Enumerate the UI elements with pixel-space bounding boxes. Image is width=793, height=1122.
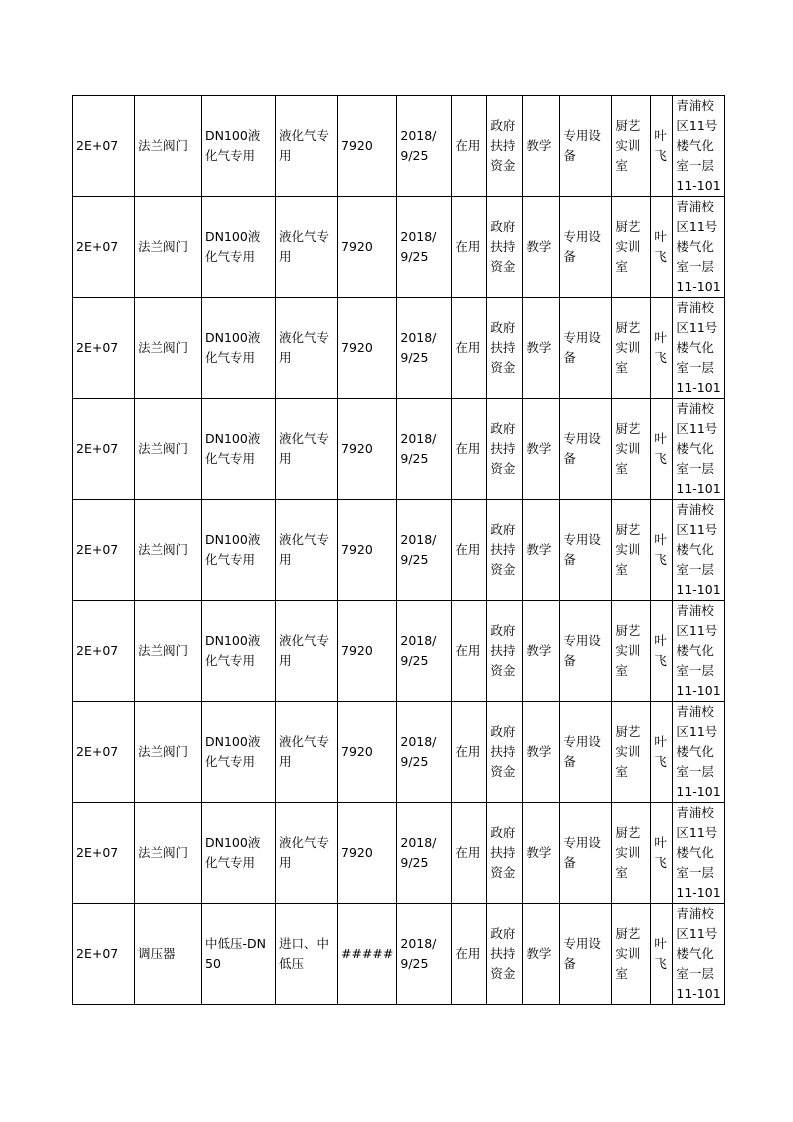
- spec-cell: 液化气专用: [276, 803, 338, 904]
- department-cell: 厨艺实训室: [612, 197, 651, 298]
- department-cell: 厨艺实训室: [612, 96, 651, 197]
- table-row: [73, 803, 725, 904]
- purchase-date-cell: 2018/9/25: [397, 399, 452, 500]
- purchase-date-cell: 2018/9/25: [397, 96, 452, 197]
- fund-source-cell: 政府扶持资金: [487, 500, 523, 601]
- price-cell: #####: [338, 904, 397, 1005]
- category-cell: 专用设备: [560, 298, 612, 399]
- category-cell: 专用设备: [560, 904, 612, 1005]
- location-cell: 青浦校区11号楼气化室一层11-101: [673, 803, 725, 904]
- asset-name-cell: 法兰阀门: [135, 803, 202, 904]
- table-row: [73, 197, 725, 298]
- department-cell: 厨艺实训室: [612, 803, 651, 904]
- status-cell: 在用: [452, 904, 487, 1005]
- table-row: [73, 96, 725, 197]
- spec-cell: 液化气专用: [276, 96, 338, 197]
- department-cell: 厨艺实训室: [612, 500, 651, 601]
- department-cell: 厨艺实训室: [612, 601, 651, 702]
- purchase-date-cell: 2018/9/25: [397, 298, 452, 399]
- asset-id-cell: 2E+07: [73, 803, 135, 904]
- category-cell: 专用设备: [560, 803, 612, 904]
- asset-name-cell: 调压器: [135, 904, 202, 1005]
- table-row: [73, 399, 725, 500]
- spec-cell: 液化气专用: [276, 500, 338, 601]
- status-cell: 在用: [452, 399, 487, 500]
- keeper-cell: 叶飞: [651, 96, 673, 197]
- usage-cell: 教学: [523, 803, 560, 904]
- fund-source-cell: 政府扶持资金: [487, 601, 523, 702]
- asset-name-cell: 法兰阀门: [135, 702, 202, 803]
- keeper-cell: 叶飞: [651, 904, 673, 1005]
- asset-id-cell: 2E+07: [73, 399, 135, 500]
- asset-id-cell: 2E+07: [73, 298, 135, 399]
- status-cell: 在用: [452, 298, 487, 399]
- model-cell: DN100液化气专用: [202, 500, 276, 601]
- asset-name-cell: 法兰阀门: [135, 197, 202, 298]
- purchase-date-cell: 2018/9/25: [397, 197, 452, 298]
- usage-cell: 教学: [523, 96, 560, 197]
- usage-cell: 教学: [523, 197, 560, 298]
- fund-source-cell: 政府扶持资金: [487, 904, 523, 1005]
- purchase-date-cell: 2018/9/25: [397, 702, 452, 803]
- spec-cell: 液化气专用: [276, 702, 338, 803]
- usage-cell: 教学: [523, 702, 560, 803]
- asset-name-cell: 法兰阀门: [135, 399, 202, 500]
- model-cell: DN100液化气专用: [202, 197, 276, 298]
- table-row: [73, 904, 725, 1005]
- spec-cell: 进口、中低压: [276, 904, 338, 1005]
- keeper-cell: 叶飞: [651, 803, 673, 904]
- asset-table-body: [73, 96, 725, 1005]
- price-cell: 7920: [338, 298, 397, 399]
- price-cell: 7920: [338, 702, 397, 803]
- keeper-cell: 叶飞: [651, 197, 673, 298]
- usage-cell: 教学: [523, 500, 560, 601]
- asset-name-cell: 法兰阀门: [135, 500, 202, 601]
- price-cell: 7920: [338, 601, 397, 702]
- fund-source-cell: 政府扶持资金: [487, 702, 523, 803]
- fund-source-cell: 政府扶持资金: [487, 803, 523, 904]
- purchase-date-cell: 2018/9/25: [397, 803, 452, 904]
- department-cell: 厨艺实训室: [612, 904, 651, 1005]
- price-cell: 7920: [338, 197, 397, 298]
- location-cell: 青浦校区11号楼气化室一层11-101: [673, 904, 725, 1005]
- keeper-cell: 叶飞: [651, 601, 673, 702]
- location-cell: 青浦校区11号楼气化室一层11-101: [673, 197, 725, 298]
- keeper-cell: 叶飞: [651, 298, 673, 399]
- asset-id-cell: 2E+07: [73, 601, 135, 702]
- spec-cell: 液化气专用: [276, 197, 338, 298]
- model-cell: DN100液化气专用: [202, 298, 276, 399]
- keeper-cell: 叶飞: [651, 399, 673, 500]
- table-row: [73, 601, 725, 702]
- table-row: [73, 298, 725, 399]
- asset-name-cell: 法兰阀门: [135, 298, 202, 399]
- usage-cell: 教学: [523, 904, 560, 1005]
- status-cell: 在用: [452, 96, 487, 197]
- model-cell: DN100液化气专用: [202, 601, 276, 702]
- category-cell: 专用设备: [560, 702, 612, 803]
- category-cell: 专用设备: [560, 96, 612, 197]
- keeper-cell: 叶飞: [651, 702, 673, 803]
- asset-id-cell: 2E+07: [73, 904, 135, 1005]
- spec-cell: 液化气专用: [276, 601, 338, 702]
- usage-cell: 教学: [523, 601, 560, 702]
- category-cell: 专用设备: [560, 500, 612, 601]
- department-cell: 厨艺实训室: [612, 399, 651, 500]
- usage-cell: 教学: [523, 298, 560, 399]
- asset-id-cell: 2E+07: [73, 96, 135, 197]
- asset-table: [72, 95, 725, 1005]
- fund-source-cell: 政府扶持资金: [487, 96, 523, 197]
- asset-id-cell: 2E+07: [73, 702, 135, 803]
- status-cell: 在用: [452, 601, 487, 702]
- price-cell: 7920: [338, 803, 397, 904]
- fund-source-cell: 政府扶持资金: [487, 298, 523, 399]
- location-cell: 青浦校区11号楼气化室一层11-101: [673, 500, 725, 601]
- asset-name-cell: 法兰阀门: [135, 601, 202, 702]
- table-row: [73, 702, 725, 803]
- location-cell: 青浦校区11号楼气化室一层11-101: [673, 601, 725, 702]
- asset-id-cell: 2E+07: [73, 197, 135, 298]
- department-cell: 厨艺实训室: [612, 298, 651, 399]
- table-row: [73, 500, 725, 601]
- location-cell: 青浦校区11号楼气化室一层11-101: [673, 399, 725, 500]
- purchase-date-cell: 2018/9/25: [397, 904, 452, 1005]
- model-cell: DN100液化气专用: [202, 96, 276, 197]
- price-cell: 7920: [338, 399, 397, 500]
- spec-cell: 液化气专用: [276, 298, 338, 399]
- category-cell: 专用设备: [560, 601, 612, 702]
- location-cell: 青浦校区11号楼气化室一层11-101: [673, 96, 725, 197]
- status-cell: 在用: [452, 197, 487, 298]
- model-cell: DN100液化气专用: [202, 702, 276, 803]
- model-cell: DN100液化气专用: [202, 399, 276, 500]
- location-cell: 青浦校区11号楼气化室一层11-101: [673, 702, 725, 803]
- price-cell: 7920: [338, 500, 397, 601]
- purchase-date-cell: 2018/9/25: [397, 500, 452, 601]
- model-cell: 中低压-DN50: [202, 904, 276, 1005]
- asset-id-cell: 2E+07: [73, 500, 135, 601]
- asset-name-cell: 法兰阀门: [135, 96, 202, 197]
- category-cell: 专用设备: [560, 197, 612, 298]
- keeper-cell: 叶飞: [651, 500, 673, 601]
- fund-source-cell: 政府扶持资金: [487, 197, 523, 298]
- model-cell: DN100液化气专用: [202, 803, 276, 904]
- price-cell: 7920: [338, 96, 397, 197]
- status-cell: 在用: [452, 702, 487, 803]
- department-cell: 厨艺实训室: [612, 702, 651, 803]
- category-cell: 专用设备: [560, 399, 612, 500]
- usage-cell: 教学: [523, 399, 560, 500]
- spec-cell: 液化气专用: [276, 399, 338, 500]
- status-cell: 在用: [452, 500, 487, 601]
- location-cell: 青浦校区11号楼气化室一层11-101: [673, 298, 725, 399]
- purchase-date-cell: 2018/9/25: [397, 601, 452, 702]
- status-cell: 在用: [452, 803, 487, 904]
- fund-source-cell: 政府扶持资金: [487, 399, 523, 500]
